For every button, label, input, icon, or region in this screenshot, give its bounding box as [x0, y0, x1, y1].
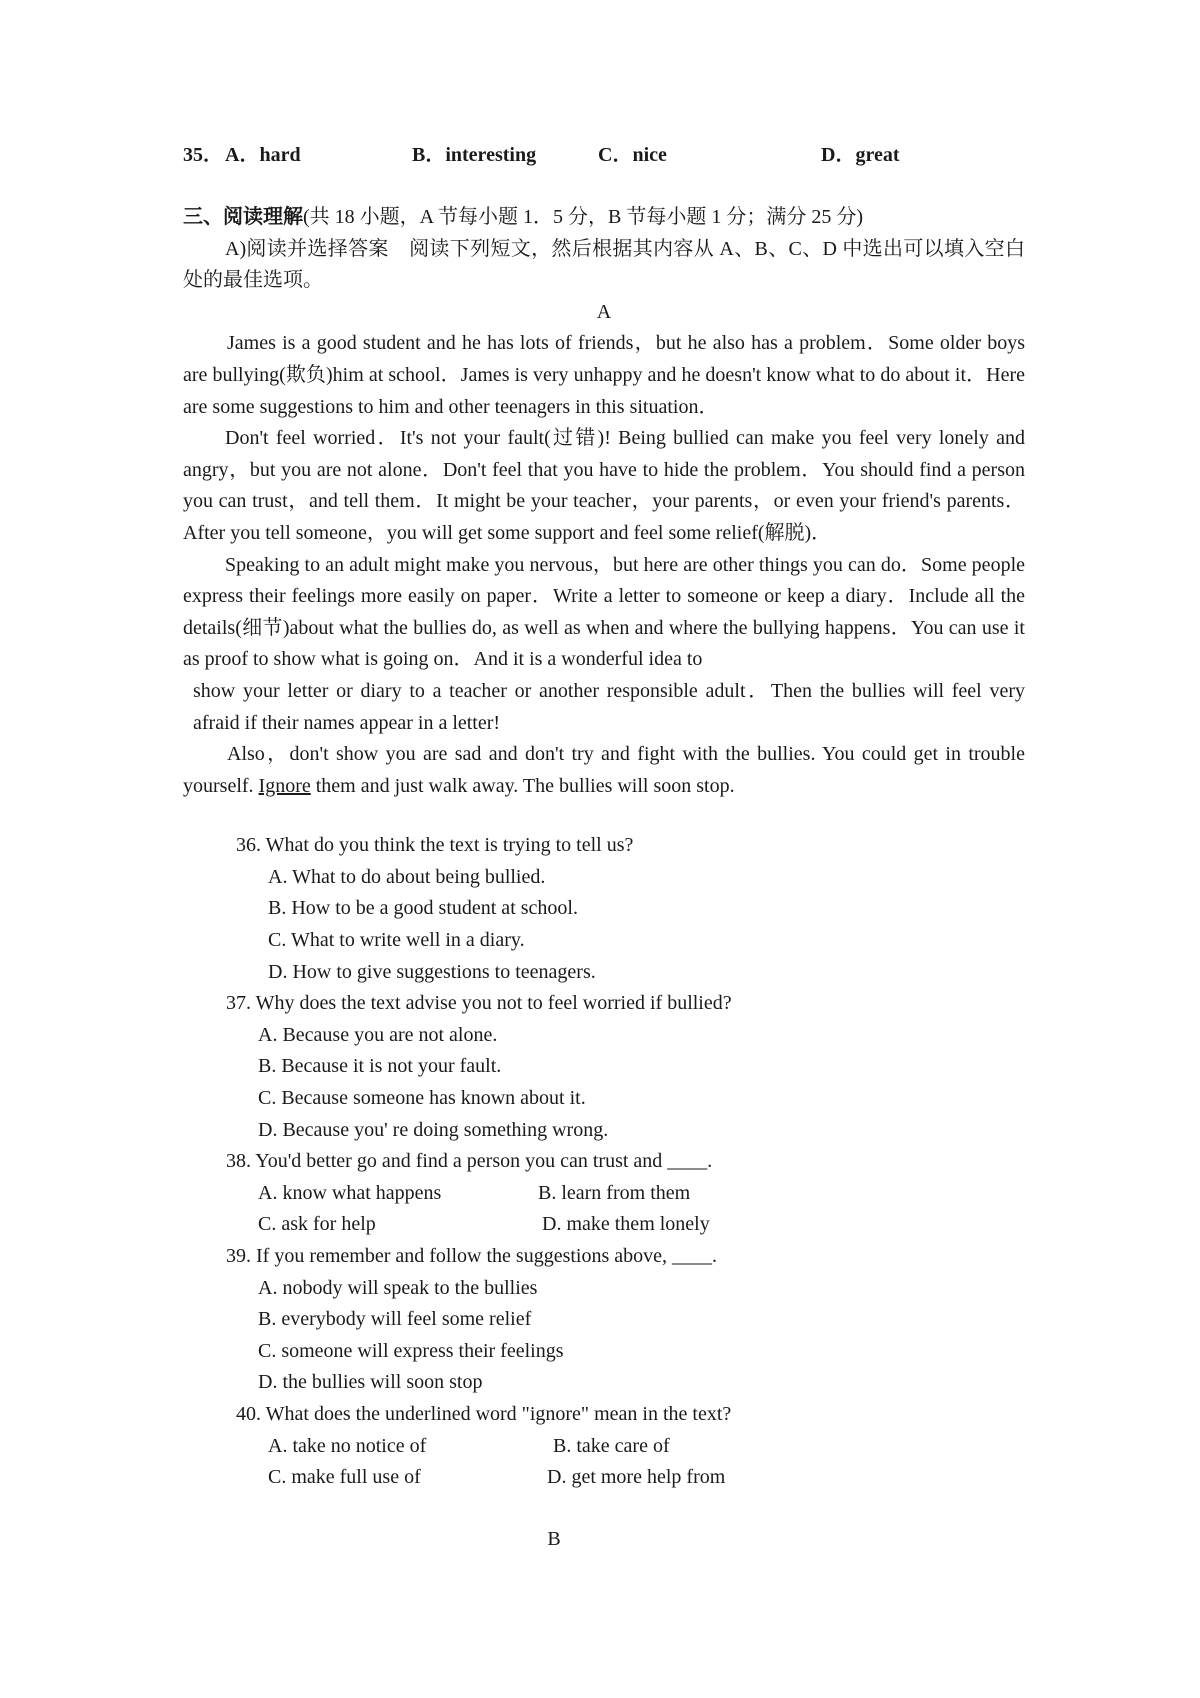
q35-option-b: B．interesting [412, 144, 537, 166]
question-37-option-c: C. Because someone has known about it. [258, 1087, 586, 1110]
questions-block [183, 830, 1025, 1493]
question-38-options-row-2 [183, 1209, 1025, 1241]
question-40-options-row-2 [183, 1462, 1025, 1494]
question-39-stem: 39. If you remember and follow the suggestions above, ____. [226, 1245, 718, 1267]
passage-paragraph-1: James is a good student and he has lots of friends，but he also has a problem．Some older boys are bullying(欺负)him at school．James is very unhappy and he doesn't know what to do about it．Here are some suggestions to him and other teenagers in this situation． [183, 332, 1025, 418]
question-37-option-b: B. Because it is not your fault. [258, 1055, 502, 1078]
question-39-option-a: A. nobody will speak to the bullies [258, 1276, 538, 1299]
q35-number: 35． [183, 144, 223, 166]
question-39-option-b: B. everybody will feel some relief [258, 1308, 532, 1331]
p4-pre: Also，don't show you are sad and don't try and fight with the bullies. You could get in trouble yourself. [183, 743, 1025, 797]
question-39-option-c: C. someone will express their feelings [258, 1339, 564, 1362]
p4-post: them and just walk away. The bullies will soon stop. [310, 774, 735, 797]
passage-label-b: B [547, 1527, 561, 1550]
question-38-option-a: A. know what happens [258, 1181, 442, 1204]
question-40-option-b: B. take care of [553, 1434, 670, 1457]
question-38-options-row-1 [183, 1178, 1025, 1210]
q35-option-c: C．nice [598, 144, 667, 166]
question-38-option-c: C. ask for help [258, 1213, 376, 1236]
question-36-option-c: C. What to write well in a diary. [268, 929, 525, 952]
section-title-bold: 三、阅读理解 [183, 206, 303, 228]
question-40-option-c: C. make full use of [268, 1466, 421, 1489]
section-title-rest: (共 18 小题，A 节每小题 1．5 分，B 节每小题 1 分；满分 25 分) [303, 206, 863, 228]
question-37-option-a: A. Because you are not alone. [258, 1023, 498, 1046]
question-35-options [183, 140, 1025, 172]
question-40-options-row-1 [183, 1431, 1025, 1463]
question-36-option-a: A. What to do about being bullied. [268, 865, 546, 888]
question-38-option-d: D. make them lonely [542, 1213, 710, 1236]
question-38-option-b: B. learn from them [538, 1181, 691, 1204]
question-39-option-d: D. the bullies will soon stop [258, 1371, 483, 1394]
exam-page [183, 140, 1025, 1555]
question-36-option-b: B. How to be a good student at school. [268, 897, 578, 920]
question-40-option-a: A. take no notice of [268, 1434, 427, 1457]
section-instruction: A)阅读并选择答案 阅读下列短文，然后根据其内容从 A、B、C、D 中选出可以填入空白处的最佳选项。 [183, 237, 1025, 292]
question-37-option-d: D. Because you' re doing something wrong. [258, 1118, 609, 1141]
section-title [183, 202, 1025, 234]
q35-option-d: D．great [821, 144, 900, 166]
underlined-word-ignore: Ignore [258, 774, 311, 797]
passage-paragraph-3a: Speaking to an adult might make you nervous，but here are other things you can do．Some people express their feelings more easily on paper．Write a letter to someone or keep a diary．Include all the details(细节)about what the bullies do, as well as when and where the bullying happens．You can use it as proof to show what is going on．And it is a wonderful idea to [183, 553, 1025, 671]
passage-paragraph-4 [183, 739, 1025, 802]
passage-paragraph-2: Don't feel worried．It's not your fault(过错)! Being bullied can make you feel very lonely and angry，but you are not alone．Don't feel that you have to hide the problem．You should find a person you can trust，and tell them．It might be your teacher，your parents，or even your friend's parents．After you tell someone，you will get some support and feel some relief(解脱)． [183, 427, 1025, 544]
passage-label-a: A [596, 300, 612, 323]
question-38-stem: 38. You'd better go and find a person you can trust and ____. [226, 1150, 713, 1173]
question-40-option-d: D. get more help from [547, 1466, 726, 1489]
question-36-option-d: D. How to give suggestions to teenagers. [268, 960, 596, 983]
q35-option-a: A．hard [225, 144, 301, 166]
passage-paragraph-3b: show your letter or diary to a teacher or another responsible adult．Then the bullies will feel very afraid if their names appear in a letter! [193, 679, 1025, 734]
question-37-stem: 37. Why does the text advise you not to feel worried if bullied? [226, 992, 732, 1015]
question-40-stem: 40. What does the underlined word "ignore" mean in the text? [236, 1402, 732, 1425]
question-36-stem: 36. What do you think the text is trying to tell us? [236, 834, 634, 857]
